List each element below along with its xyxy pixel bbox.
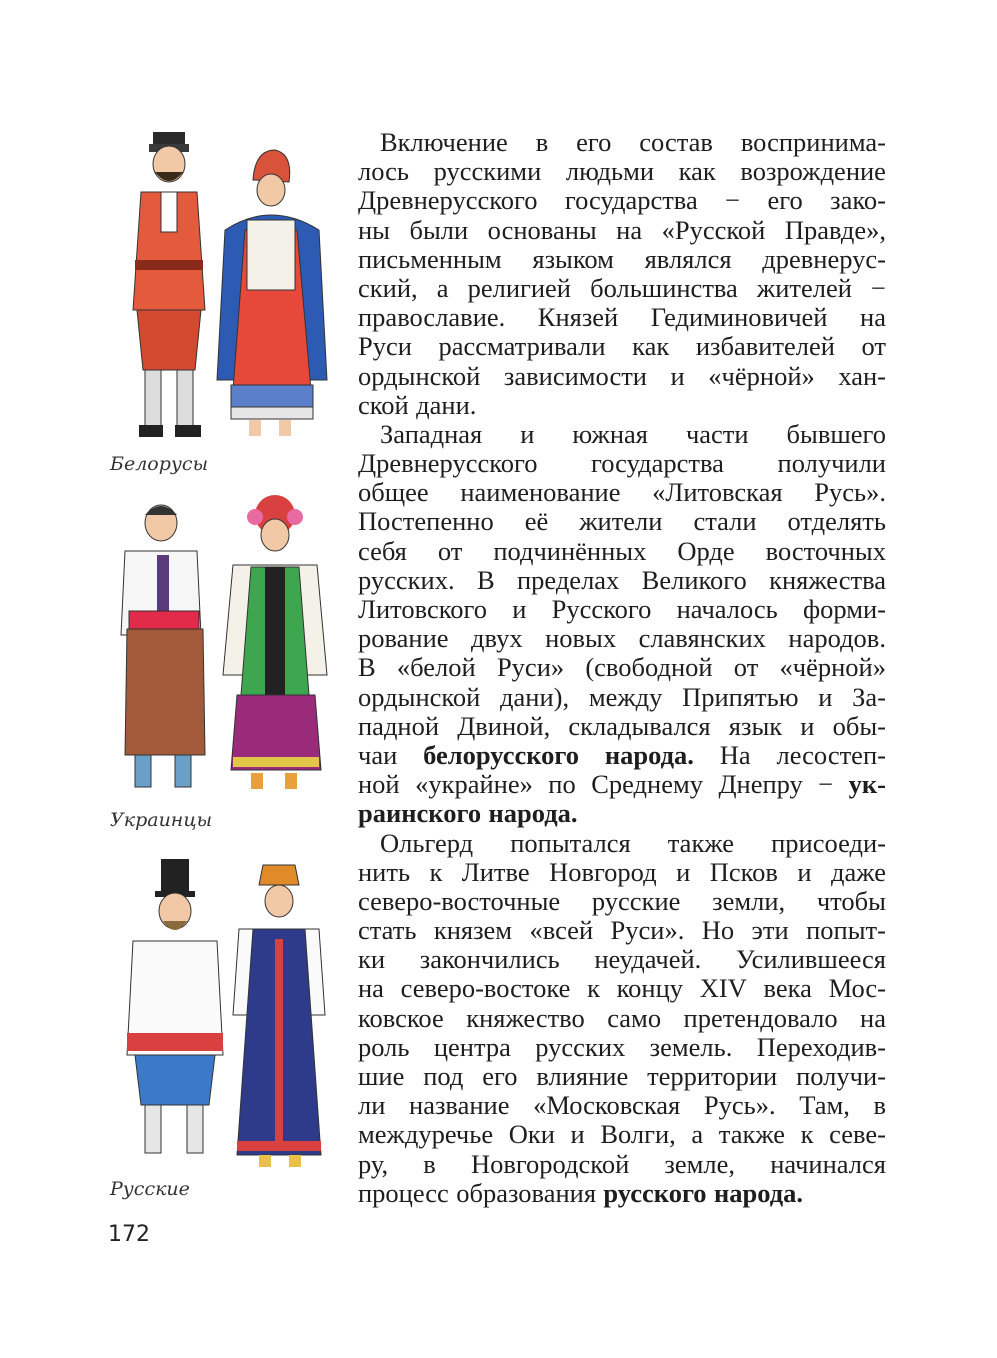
text-word: стать xyxy=(358,915,417,946)
text-word: к xyxy=(587,973,600,1004)
text-word: обы- xyxy=(832,710,886,741)
text-word: Переходив- xyxy=(756,1031,886,1062)
text-word: процесс xyxy=(358,1177,449,1208)
text-word: русских. xyxy=(358,564,455,595)
text-word: и xyxy=(570,1119,585,1150)
text-word: воспринима- xyxy=(740,127,886,157)
text-word: и xyxy=(670,360,685,391)
text-word: народов. xyxy=(788,623,886,654)
russian-costume-illustration xyxy=(105,855,340,1175)
text-word: Постепенно xyxy=(358,506,494,537)
text-word: на xyxy=(616,214,643,245)
text-word: двух xyxy=(471,623,523,654)
text-line xyxy=(358,1091,886,1120)
figure-belarusians xyxy=(105,120,340,450)
text-word: северо-восточные xyxy=(358,885,561,916)
text-word: ской xyxy=(358,389,409,420)
text-word: Литве xyxy=(461,856,530,887)
text-word: «Московская xyxy=(533,1090,681,1121)
text-word: княжество xyxy=(466,1002,585,1033)
text-line xyxy=(358,1150,886,1179)
text-word: − xyxy=(725,185,741,216)
text-line xyxy=(358,624,886,653)
text-word: Новгородской xyxy=(470,1148,630,1179)
text-word: концу xyxy=(616,973,684,1004)
text-word: русскими xyxy=(433,156,542,187)
text-word: православие. xyxy=(358,302,506,333)
text-word: древнерус- xyxy=(762,243,886,274)
text-word: Литовского xyxy=(358,594,487,624)
text-word: − xyxy=(871,272,886,303)
text-word: Руси» xyxy=(496,652,565,683)
text-word: лось xyxy=(358,156,409,187)
text-word: попыт- xyxy=(806,915,886,946)
text-line xyxy=(358,478,886,507)
text-word: Русь». xyxy=(703,1090,776,1121)
text-line xyxy=(358,858,886,887)
text-word: ки xyxy=(358,944,386,975)
text-line xyxy=(358,974,886,1003)
text-word: жители xyxy=(579,506,663,537)
text-word: и xyxy=(520,418,535,449)
text-word: в xyxy=(423,1148,436,1179)
text-word: земель. xyxy=(649,1031,733,1062)
text-line xyxy=(358,770,886,799)
text-word: «украйне» xyxy=(415,769,533,800)
text-word: от xyxy=(733,652,759,683)
figure-russians xyxy=(105,855,340,1175)
text-word: ли xyxy=(358,1090,386,1121)
text-word: форми- xyxy=(802,594,886,624)
text-word: и xyxy=(676,856,691,887)
text-line xyxy=(358,916,886,945)
text-word: междуречье xyxy=(358,1119,494,1150)
text-word: государства xyxy=(564,185,698,216)
text-word: «Литовская xyxy=(652,477,783,508)
text-word: а xyxy=(691,1119,704,1150)
text-word: чтобы xyxy=(816,885,886,916)
text-line xyxy=(358,186,886,215)
text-word: Но xyxy=(701,915,735,946)
text-word: на xyxy=(358,973,384,1004)
text-line xyxy=(358,362,886,391)
text-word: Древнерусского xyxy=(358,448,538,479)
text-word: его xyxy=(767,185,803,216)
text-word: на xyxy=(860,302,886,333)
text-word: ной xyxy=(358,769,400,800)
text-word: от xyxy=(861,331,886,362)
text-word: начинался xyxy=(770,1148,886,1179)
text-word: Древнерусского xyxy=(358,185,538,216)
text-word: ский, xyxy=(358,272,418,303)
text-word: севе- xyxy=(829,1119,886,1150)
text-word: В xyxy=(476,564,495,595)
main-text xyxy=(358,128,886,1208)
text-word: Псков xyxy=(709,856,778,887)
text-word: века xyxy=(763,973,812,1004)
text-line xyxy=(358,799,886,828)
text-line xyxy=(358,420,886,449)
text-word: общее xyxy=(358,477,429,508)
text-word: его xyxy=(482,1061,518,1091)
text-word: Великого xyxy=(641,564,747,595)
text-word: земле, xyxy=(664,1148,736,1179)
text-line xyxy=(358,1004,886,1033)
text-word: от xyxy=(437,535,463,566)
text-word: «всей xyxy=(529,915,594,946)
text-word: рассматривали xyxy=(438,331,606,362)
text-line xyxy=(358,128,886,157)
bold-term: раинского xyxy=(358,798,482,829)
text-word: новых xyxy=(545,623,617,654)
text-word: ру, xyxy=(358,1148,389,1179)
text-word: подчинённых xyxy=(493,535,647,566)
bold-term: народа. xyxy=(488,798,578,829)
text-line xyxy=(358,332,886,361)
text-word: Припятью xyxy=(682,681,799,712)
text-word: большинства xyxy=(590,272,738,303)
text-line xyxy=(358,216,886,245)
text-word: ордынской xyxy=(358,681,481,712)
text-word: а xyxy=(436,272,449,303)
text-word: восточных xyxy=(765,535,886,566)
text-word: как xyxy=(678,156,716,187)
text-word: земли, xyxy=(712,885,786,916)
text-word: Усилившееся xyxy=(735,944,886,975)
text-word: претендовало xyxy=(683,1002,838,1033)
text-word: закончились xyxy=(419,944,560,975)
text-word: русские xyxy=(591,885,681,916)
text-line xyxy=(358,274,886,303)
text-line xyxy=(358,303,886,332)
text-word: Гедиминовичей xyxy=(650,302,828,333)
text-word: Руси». xyxy=(610,915,685,946)
text-word: были xyxy=(409,214,469,245)
text-word: лесостеп- xyxy=(776,739,886,770)
text-line xyxy=(358,157,886,186)
text-word: князем xyxy=(433,915,513,946)
text-word: Среднему xyxy=(591,769,703,800)
text-word: название xyxy=(409,1090,510,1121)
text-word: присоеди- xyxy=(771,827,886,858)
text-word: возрождение xyxy=(740,156,886,187)
text-line xyxy=(358,887,886,916)
text-word: зависимости xyxy=(503,360,647,391)
text-word: на xyxy=(860,1002,886,1033)
text-word: образования xyxy=(456,1177,597,1208)
text-word: государства xyxy=(591,448,724,479)
text-word: письменным xyxy=(358,243,502,274)
text-word: и xyxy=(818,681,833,712)
text-word: в xyxy=(535,127,549,157)
text-word: основаны xyxy=(487,214,597,245)
text-word: и xyxy=(797,856,812,887)
bold-term: ук- xyxy=(848,769,886,800)
text-word: нить xyxy=(358,856,411,887)
text-word: ордынской xyxy=(358,360,481,391)
text-word: Западная xyxy=(380,418,483,449)
text-word: «Русской xyxy=(661,214,766,245)
bold-term: белорусского xyxy=(423,739,580,770)
text-line xyxy=(358,653,886,682)
text-word: дани. xyxy=(416,389,477,420)
text-line xyxy=(358,595,886,624)
text-word: части xyxy=(685,418,749,449)
text-word: «белой xyxy=(396,652,476,683)
text-word: Руси xyxy=(358,331,412,362)
text-word: дани), xyxy=(500,681,570,712)
text-word: «чёрной» xyxy=(708,360,815,391)
text-word: чаи xyxy=(358,739,398,770)
text-word: Мос- xyxy=(828,973,886,1004)
text-line xyxy=(358,945,886,974)
text-word: религией xyxy=(467,272,571,303)
text-word: «чёрной» xyxy=(779,652,886,683)
text-word: Днепру xyxy=(718,769,803,800)
text-word: отделять xyxy=(787,506,886,537)
text-word: получи- xyxy=(796,1061,886,1091)
text-word: даже xyxy=(831,856,886,887)
text-word: к xyxy=(429,856,443,887)
text-word: между xyxy=(588,681,663,712)
text-line xyxy=(358,1179,886,1208)
text-word: падной xyxy=(358,710,440,741)
text-word: наименование xyxy=(460,477,621,508)
text-word: Орде xyxy=(677,535,735,566)
text-word: северо-востоке xyxy=(400,973,571,1004)
text-word: также xyxy=(667,827,735,858)
text-word: Двиной, xyxy=(457,710,551,741)
text-word: Князей xyxy=(537,302,619,333)
text-word: русских xyxy=(535,1031,626,1062)
text-word: по xyxy=(548,769,576,800)
text-word: роль xyxy=(358,1031,410,1062)
text-word: людьми xyxy=(565,156,655,187)
text-word: её xyxy=(524,506,549,537)
text-line xyxy=(358,507,886,536)
text-word: под xyxy=(423,1061,464,1091)
text-line xyxy=(358,245,886,274)
text-word: к xyxy=(800,1119,814,1150)
text-word: княжества xyxy=(769,564,886,595)
caption-ukrainians: Украинцы xyxy=(110,809,213,831)
text-word: южная xyxy=(572,418,648,449)
text-word: Волги, xyxy=(600,1119,676,1150)
text-line xyxy=(358,741,886,770)
text-word: центра xyxy=(433,1031,511,1062)
text-line xyxy=(358,712,886,741)
text-word: Включение xyxy=(380,127,508,157)
text-word: пределах xyxy=(516,564,620,595)
text-line xyxy=(358,1033,886,1062)
text-word: шие xyxy=(358,1061,405,1091)
text-word: состав xyxy=(639,127,713,157)
page-number: 172 xyxy=(108,1222,150,1247)
text-word: XIV xyxy=(699,973,747,1004)
text-word: На xyxy=(719,739,751,770)
text-word: бывшего xyxy=(786,418,886,449)
text-word: (свободной xyxy=(585,652,713,683)
text-word: стали xyxy=(693,506,757,537)
text-word: рование xyxy=(358,623,449,654)
bold-term: народа. xyxy=(713,1177,803,1208)
bold-term: русского xyxy=(603,1177,707,1208)
text-word: себя xyxy=(358,535,407,566)
text-word: неудачей. xyxy=(594,944,702,975)
text-word: попытался xyxy=(510,827,631,858)
text-word: Русь». xyxy=(814,477,886,508)
text-word: Ольгерд xyxy=(380,827,474,858)
text-word: эти xyxy=(751,915,789,946)
text-word: Там, xyxy=(799,1090,850,1121)
text-word: как xyxy=(632,331,670,362)
text-word: В xyxy=(358,652,376,683)
text-word: Оки xyxy=(508,1119,555,1150)
text-line xyxy=(358,1062,886,1091)
belarusian-costume-illustration xyxy=(105,120,340,450)
text-line xyxy=(358,391,886,420)
text-word: славянских xyxy=(638,623,766,654)
bold-term: народа. xyxy=(604,739,694,770)
text-word: язык xyxy=(728,710,783,741)
text-word: также xyxy=(718,1119,786,1150)
text-word: и xyxy=(512,594,527,624)
text-word: Новгород xyxy=(549,856,657,887)
text-word: его xyxy=(576,127,612,157)
text-word: хан- xyxy=(838,360,886,391)
text-word: началось xyxy=(676,594,778,624)
ukrainian-costume-illustration xyxy=(105,495,340,805)
text-word: являлся xyxy=(644,243,732,274)
text-word: За- xyxy=(852,681,886,712)
text-word: ковское xyxy=(358,1002,444,1033)
text-word: избавителей xyxy=(695,331,835,362)
text-word: жителей xyxy=(756,272,852,303)
text-word: получили xyxy=(777,448,886,479)
text-line xyxy=(358,537,886,566)
text-line xyxy=(358,1120,886,1149)
text-word: зако- xyxy=(830,185,886,216)
text-word: Русского xyxy=(551,594,652,624)
text-word: влияние xyxy=(536,1061,629,1091)
text-word: территории xyxy=(647,1061,778,1091)
text-line xyxy=(358,683,886,712)
text-word: само xyxy=(607,1002,662,1033)
text-line xyxy=(358,566,886,595)
text-line xyxy=(358,449,886,478)
caption-russians: Русские xyxy=(110,1178,190,1200)
text-word: и xyxy=(800,710,815,741)
text-word: Правде», xyxy=(784,214,886,245)
text-word: в xyxy=(873,1090,886,1121)
text-word: языком xyxy=(532,243,614,274)
caption-belarusians: Белорусы xyxy=(110,453,209,475)
text-word: ны xyxy=(358,214,390,245)
text-line xyxy=(358,829,886,858)
text-word: − xyxy=(818,769,834,800)
text-word: складывался xyxy=(568,710,711,741)
figure-ukrainians xyxy=(105,495,340,805)
